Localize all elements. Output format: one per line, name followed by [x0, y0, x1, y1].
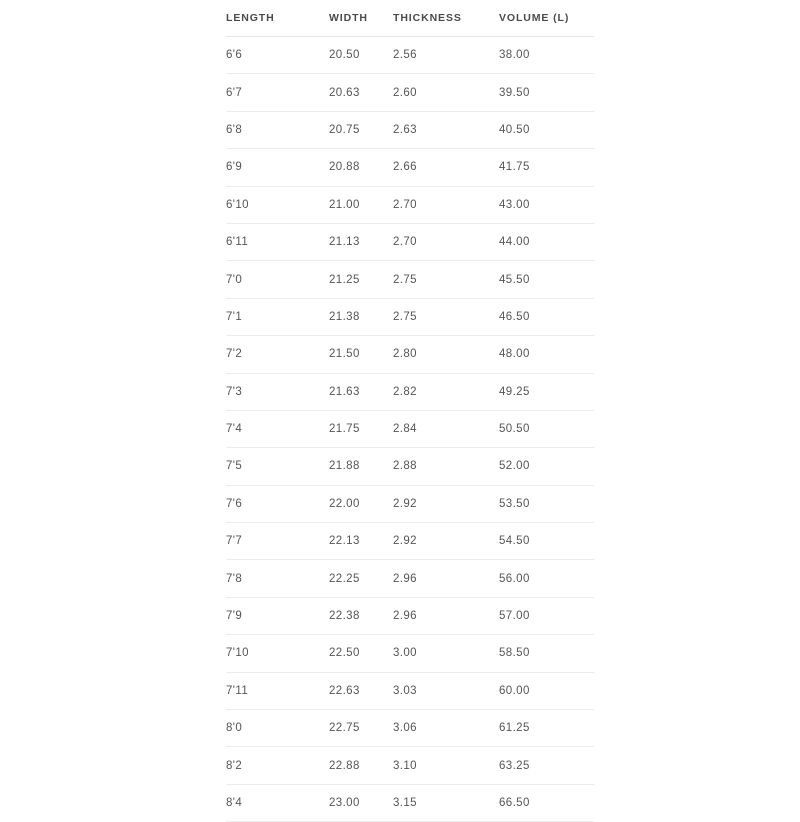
cell-volume: 60.00	[499, 672, 594, 709]
cell-length: 6'7	[226, 74, 329, 111]
cell-width: 20.63	[329, 74, 393, 111]
cell-volume: 46.50	[499, 298, 594, 335]
cell-volume: 57.00	[499, 597, 594, 634]
cell-thickness: 3.03	[393, 672, 499, 709]
table-row	[226, 448, 594, 485]
cell-volume: 63.25	[499, 747, 594, 784]
cell-volume: 54.50	[499, 523, 594, 560]
cell-volume: 44.00	[499, 223, 594, 260]
cell-thickness: 2.88	[393, 448, 499, 485]
cell-volume: 40.50	[499, 111, 594, 148]
cell-length: 8'2	[226, 747, 329, 784]
cell-width: 22.25	[329, 560, 393, 597]
cell-width: 20.88	[329, 149, 393, 186]
cell-length: 6'9	[226, 149, 329, 186]
cell-width: 21.00	[329, 186, 393, 223]
table-header	[226, 0, 594, 37]
cell-thickness: 2.75	[393, 298, 499, 335]
cell-thickness: 2.75	[393, 261, 499, 298]
table-row	[226, 485, 594, 522]
cell-volume: 66.50	[499, 784, 594, 821]
table-row	[226, 336, 594, 373]
table-row	[226, 784, 594, 821]
cell-length: 7'2	[226, 336, 329, 373]
table-body	[226, 37, 594, 822]
table-row	[226, 111, 594, 148]
cell-thickness: 2.70	[393, 186, 499, 223]
cell-volume: 49.25	[499, 373, 594, 410]
cell-width: 21.13	[329, 223, 393, 260]
cell-width: 22.50	[329, 635, 393, 672]
cell-volume: 38.00	[499, 37, 594, 74]
table-header-row	[226, 0, 594, 37]
cell-thickness: 2.63	[393, 111, 499, 148]
cell-thickness: 3.06	[393, 710, 499, 747]
table-row	[226, 74, 594, 111]
cell-length: 8'4	[226, 784, 329, 821]
cell-length: 7'6	[226, 485, 329, 522]
cell-width: 21.75	[329, 410, 393, 447]
cell-thickness: 2.84	[393, 410, 499, 447]
cell-volume: 61.25	[499, 710, 594, 747]
cell-width: 21.63	[329, 373, 393, 410]
table-row	[226, 37, 594, 74]
cell-width: 21.50	[329, 336, 393, 373]
column-header-thickness: THICKNESS	[393, 0, 499, 37]
board-dimensions-table	[226, 0, 594, 822]
cell-thickness: 3.15	[393, 784, 499, 821]
cell-length: 7'11	[226, 672, 329, 709]
cell-width: 20.75	[329, 111, 393, 148]
cell-thickness: 2.56	[393, 37, 499, 74]
table-row	[226, 560, 594, 597]
cell-width: 22.38	[329, 597, 393, 634]
cell-length: 7'9	[226, 597, 329, 634]
table-row	[226, 186, 594, 223]
table-row	[226, 523, 594, 560]
cell-volume: 50.50	[499, 410, 594, 447]
column-header-length: LENGTH	[226, 0, 329, 37]
cell-width: 21.38	[329, 298, 393, 335]
cell-width: 23.00	[329, 784, 393, 821]
cell-volume: 52.00	[499, 448, 594, 485]
cell-width: 22.75	[329, 710, 393, 747]
cell-volume: 58.50	[499, 635, 594, 672]
cell-thickness: 2.66	[393, 149, 499, 186]
cell-thickness: 2.96	[393, 597, 499, 634]
cell-length: 6'10	[226, 186, 329, 223]
cell-thickness: 3.00	[393, 635, 499, 672]
table-row	[226, 747, 594, 784]
cell-length: 6'8	[226, 111, 329, 148]
cell-thickness: 2.82	[393, 373, 499, 410]
cell-length: 7'4	[226, 410, 329, 447]
table-row	[226, 672, 594, 709]
table-row	[226, 373, 594, 410]
cell-thickness: 2.92	[393, 485, 499, 522]
cell-width: 22.00	[329, 485, 393, 522]
table-row	[226, 261, 594, 298]
cell-volume: 41.75	[499, 149, 594, 186]
cell-length: 7'10	[226, 635, 329, 672]
cell-length: 7'0	[226, 261, 329, 298]
cell-thickness: 3.10	[393, 747, 499, 784]
cell-length: 8'0	[226, 710, 329, 747]
cell-volume: 43.00	[499, 186, 594, 223]
cell-length: 7'8	[226, 560, 329, 597]
cell-width: 22.88	[329, 747, 393, 784]
table-row	[226, 298, 594, 335]
cell-volume: 53.50	[499, 485, 594, 522]
cell-width: 21.25	[329, 261, 393, 298]
cell-thickness: 2.96	[393, 560, 499, 597]
cell-volume: 56.00	[499, 560, 594, 597]
cell-length: 6'11	[226, 223, 329, 260]
cell-width: 22.63	[329, 672, 393, 709]
table-row	[226, 635, 594, 672]
cell-volume: 45.50	[499, 261, 594, 298]
cell-volume: 48.00	[499, 336, 594, 373]
table-row	[226, 223, 594, 260]
cell-length: 7'3	[226, 373, 329, 410]
cell-volume: 39.50	[499, 74, 594, 111]
cell-length: 6'6	[226, 37, 329, 74]
cell-length: 7'7	[226, 523, 329, 560]
cell-thickness: 2.70	[393, 223, 499, 260]
column-header-width: WIDTH	[329, 0, 393, 37]
cell-width: 22.13	[329, 523, 393, 560]
cell-length: 7'5	[226, 448, 329, 485]
cell-length: 7'1	[226, 298, 329, 335]
cell-thickness: 2.80	[393, 336, 499, 373]
table-row	[226, 149, 594, 186]
spec-table-container	[226, 0, 594, 822]
cell-width: 21.88	[329, 448, 393, 485]
table-row	[226, 710, 594, 747]
table-row	[226, 410, 594, 447]
cell-thickness: 2.92	[393, 523, 499, 560]
cell-width: 20.50	[329, 37, 393, 74]
table-row	[226, 597, 594, 634]
column-header-volume: VOLUME (L)	[499, 0, 594, 37]
cell-thickness: 2.60	[393, 74, 499, 111]
